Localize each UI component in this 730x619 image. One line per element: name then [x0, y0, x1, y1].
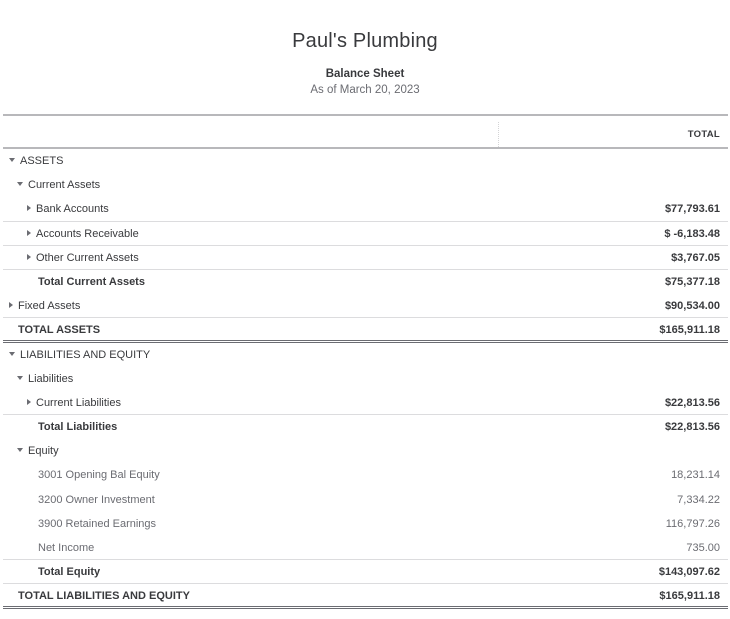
- account-row-opening-bal-equity[interactable]: [3, 463, 728, 487]
- column-resize-handle[interactable]: [498, 122, 499, 147]
- row-label: Total Liabilities: [38, 421, 118, 434]
- caret-down-icon[interactable]: [9, 352, 15, 356]
- row-label: TOTAL ASSETS: [18, 324, 101, 337]
- caret-right-icon[interactable]: [27, 254, 31, 260]
- row-value[interactable]: $143,097.62: [658, 566, 720, 579]
- row-label: Bank Accounts: [36, 203, 109, 216]
- caret-down-icon[interactable]: [17, 376, 23, 380]
- caret-right-icon[interactable]: [27, 399, 31, 405]
- row-value[interactable]: $22,813.56: [664, 396, 720, 409]
- row-value[interactable]: 735.00: [686, 542, 720, 554]
- caret-down-icon[interactable]: [17, 182, 23, 186]
- company-name: Paul's Plumbing: [292, 30, 438, 52]
- row-label: Accounts Receivable: [36, 227, 139, 240]
- row-value[interactable]: $ -6,183.48: [664, 227, 720, 240]
- caret-right-icon[interactable]: [27, 205, 31, 211]
- caret-down-icon[interactable]: [17, 448, 23, 452]
- row-value[interactable]: $22,813.56: [664, 421, 720, 434]
- row-label: Current Assets: [28, 179, 101, 192]
- row-label: Equity: [28, 445, 59, 458]
- account-row-current-liabilities[interactable]: [3, 391, 728, 415]
- row-label: Total Equity: [38, 566, 101, 579]
- row-label: Net Income: [38, 542, 95, 554]
- row-label: 3900 Retained Earnings: [38, 517, 157, 530]
- row-value[interactable]: $77,793.61: [664, 203, 720, 216]
- report-title: Balance Sheet: [325, 68, 405, 80]
- row-label: 3001 Opening Bal Equity: [38, 469, 160, 482]
- row-label: Fixed Assets: [18, 300, 81, 313]
- total-row-assets: [3, 318, 728, 342]
- column-header-total[interactable]: TOTAL: [687, 129, 720, 140]
- account-row-fixed-assets[interactable]: [3, 294, 728, 318]
- row-label: Total Current Assets: [38, 275, 145, 288]
- row-label: ASSETS: [20, 155, 64, 167]
- total-row-equity: [3, 560, 728, 584]
- caret-down-icon[interactable]: [9, 158, 15, 162]
- row-value[interactable]: $90,534.00: [664, 300, 720, 313]
- section-row-liabilities-and-equity[interactable]: [3, 343, 728, 367]
- row-value[interactable]: $75,377.18: [664, 275, 720, 288]
- section-row-liabilities[interactable]: [3, 367, 728, 391]
- row-value[interactable]: 7,334.22: [677, 493, 720, 506]
- row-value[interactable]: 18,231.14: [671, 469, 720, 482]
- row-label: 3200 Owner Investment: [38, 493, 155, 506]
- row-value[interactable]: $165,911.18: [659, 324, 720, 337]
- caret-right-icon[interactable]: [9, 302, 13, 308]
- section-row-equity[interactable]: [3, 439, 728, 463]
- row-value[interactable]: $3,767.05: [671, 251, 720, 264]
- total-row-current-assets: [3, 270, 728, 294]
- row-value[interactable]: 116,797.26: [665, 517, 720, 530]
- row-label: Current Liabilities: [36, 396, 121, 409]
- row-label: LIABILITIES AND EQUITY: [20, 348, 151, 361]
- row-value[interactable]: $165,911.18: [659, 590, 720, 603]
- report-date: As of March 20, 2023: [310, 84, 420, 96]
- section-row-assets[interactable]: [3, 149, 728, 173]
- account-row-owner-investment[interactable]: [3, 488, 728, 512]
- section-row-current-assets[interactable]: [3, 173, 728, 197]
- caret-right-icon[interactable]: [27, 230, 31, 236]
- account-row-other-current-assets[interactable]: [3, 246, 728, 270]
- row-label: Liabilities: [28, 372, 74, 385]
- account-row-retained-earnings[interactable]: [3, 512, 728, 536]
- total-row-liabilities: [3, 415, 728, 439]
- row-label: Other Current Assets: [36, 251, 139, 264]
- account-row-bank-accounts[interactable]: [3, 197, 728, 221]
- balance-sheet-table: [3, 114, 728, 609]
- account-row-net-income[interactable]: [3, 536, 728, 560]
- column-header-row: [3, 114, 728, 149]
- row-label: TOTAL LIABILITIES AND EQUITY: [18, 590, 190, 603]
- total-row-liabilities-and-equity: [3, 584, 728, 608]
- account-row-accounts-receivable[interactable]: [3, 222, 728, 246]
